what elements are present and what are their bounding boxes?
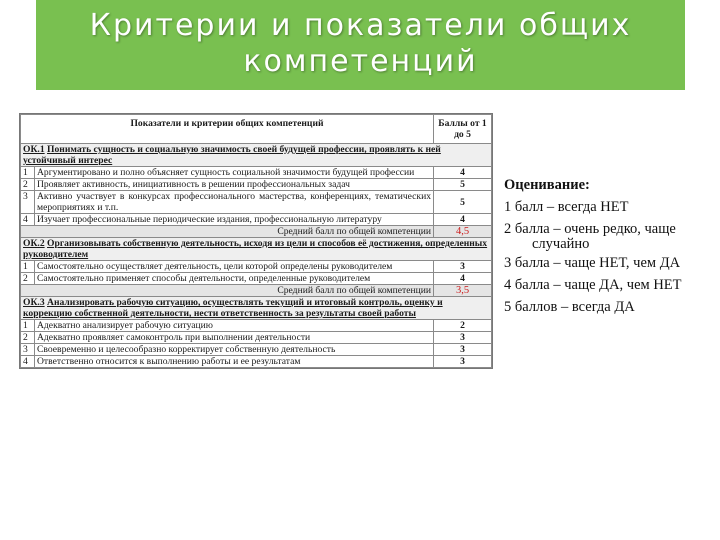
row-score: 4	[434, 214, 492, 226]
table-row	[21, 332, 492, 344]
scoring-item-3: 3 балла – чаще НЕТ, чем ДА	[504, 255, 681, 271]
section-code: ОК.1	[23, 144, 45, 155]
table-row	[21, 320, 492, 332]
row-number: 3	[21, 191, 35, 214]
table-row	[21, 214, 492, 226]
row-score: 5	[434, 179, 492, 191]
scoring-item-5: 5 баллов – всегда ДА	[504, 299, 635, 315]
row-number: 1	[21, 167, 35, 179]
scoring-item-4: 4 балла – чаще ДА, чем НЕТ	[504, 277, 682, 293]
section-title	[21, 297, 492, 320]
section-ok3	[21, 297, 492, 320]
row-number: 1	[21, 261, 35, 273]
header-score: Баллы от 1 до 5	[434, 115, 492, 144]
average-label: Средний балл по общей компетенции	[21, 226, 434, 238]
row-score: 4	[434, 167, 492, 179]
section-ok2	[21, 238, 492, 261]
scoring-item-2-continuation: случайно	[532, 236, 590, 252]
section-title	[21, 238, 492, 261]
table-row	[21, 261, 492, 273]
row-number: 2	[21, 332, 35, 344]
section-text: Понимать сущность и социальную значимость своей будущей профессии, проявлять к ней устойчивый интерес	[23, 144, 441, 166]
row-text: Проявляет активность, инициативность в решении профессиональных задач	[35, 179, 434, 191]
row-score: 3	[434, 261, 492, 273]
row-score: 3	[434, 356, 492, 368]
title-banner	[36, 0, 685, 90]
table-row	[21, 273, 492, 285]
section-text: Анализировать рабочую ситуацию, осуществлять текущий и итоговый контроль, оценку и коррекцию собственной деятельности, нести ответственность за результаты своей работы	[23, 297, 443, 319]
row-text: Изучает профессиональные периодические издания, профессиональную литературу	[35, 214, 434, 226]
row-text: Самостоятельно применяет способы деятельности, определенные руководителем	[35, 273, 434, 285]
scoring-legend	[504, 174, 716, 318]
table-row	[21, 344, 492, 356]
table-row	[21, 179, 492, 191]
section-text: Организовывать собственную деятельность, исходя из цели и способов её достижения, определенных руководителем	[23, 238, 488, 260]
scoring-title: Оценивание:	[504, 177, 590, 193]
page-title-line-2: компетенций	[243, 44, 478, 79]
row-text: Активно участвует в конкурсах профессионального мастерства, конференциях, тематических мероприятиях и т.п.	[35, 191, 434, 214]
row-number: 1	[21, 320, 35, 332]
average-row	[21, 285, 492, 297]
scoring-item-1: 1 балл – всегда НЕТ	[504, 199, 629, 215]
average-score: 3,5	[434, 285, 492, 297]
row-number: 4	[21, 214, 35, 226]
row-score: 3	[434, 332, 492, 344]
average-row	[21, 226, 492, 238]
row-number: 2	[21, 273, 35, 285]
row-score: 2	[434, 320, 492, 332]
page-title-line-1: Критерии и показатели общих	[89, 8, 632, 43]
average-label: Средний балл по общей компетенции	[21, 285, 434, 297]
table-row	[21, 356, 492, 368]
section-code: ОК.3	[23, 297, 45, 308]
section-ok1	[21, 144, 492, 167]
table-header-row	[21, 115, 492, 144]
row-score: 3	[434, 344, 492, 356]
row-text: Адекватно проявляет самоконтроль при выполнении деятельности	[35, 332, 434, 344]
row-number: 3	[21, 344, 35, 356]
header-criteria: Показатели и критерии общих компетенций	[21, 115, 434, 144]
section-code: ОК.2	[23, 238, 45, 249]
section-title	[21, 144, 492, 167]
row-text: Ответственно относится к выполнению работы и ее результатам	[35, 356, 434, 368]
average-score: 4,5	[434, 226, 492, 238]
row-score: 5	[434, 191, 492, 214]
row-text: Своевременно и целесообразно корректирует собственную деятельность	[35, 344, 434, 356]
table-row	[21, 191, 492, 214]
table-row	[21, 167, 492, 179]
scoring-item-2: 2 балла – очень редко, чаще	[504, 221, 676, 237]
criteria-table	[19, 113, 493, 369]
row-score: 4	[434, 273, 492, 285]
row-text: Самостоятельно осуществляет деятельность, цели которой определены руководителем	[35, 261, 434, 273]
row-text: Адекватно анализирует рабочую ситуацию	[35, 320, 434, 332]
row-text: Аргументировано и полно объясняет сущность социальной значимости будущей профессии	[35, 167, 434, 179]
row-number: 4	[21, 356, 35, 368]
row-number: 2	[21, 179, 35, 191]
